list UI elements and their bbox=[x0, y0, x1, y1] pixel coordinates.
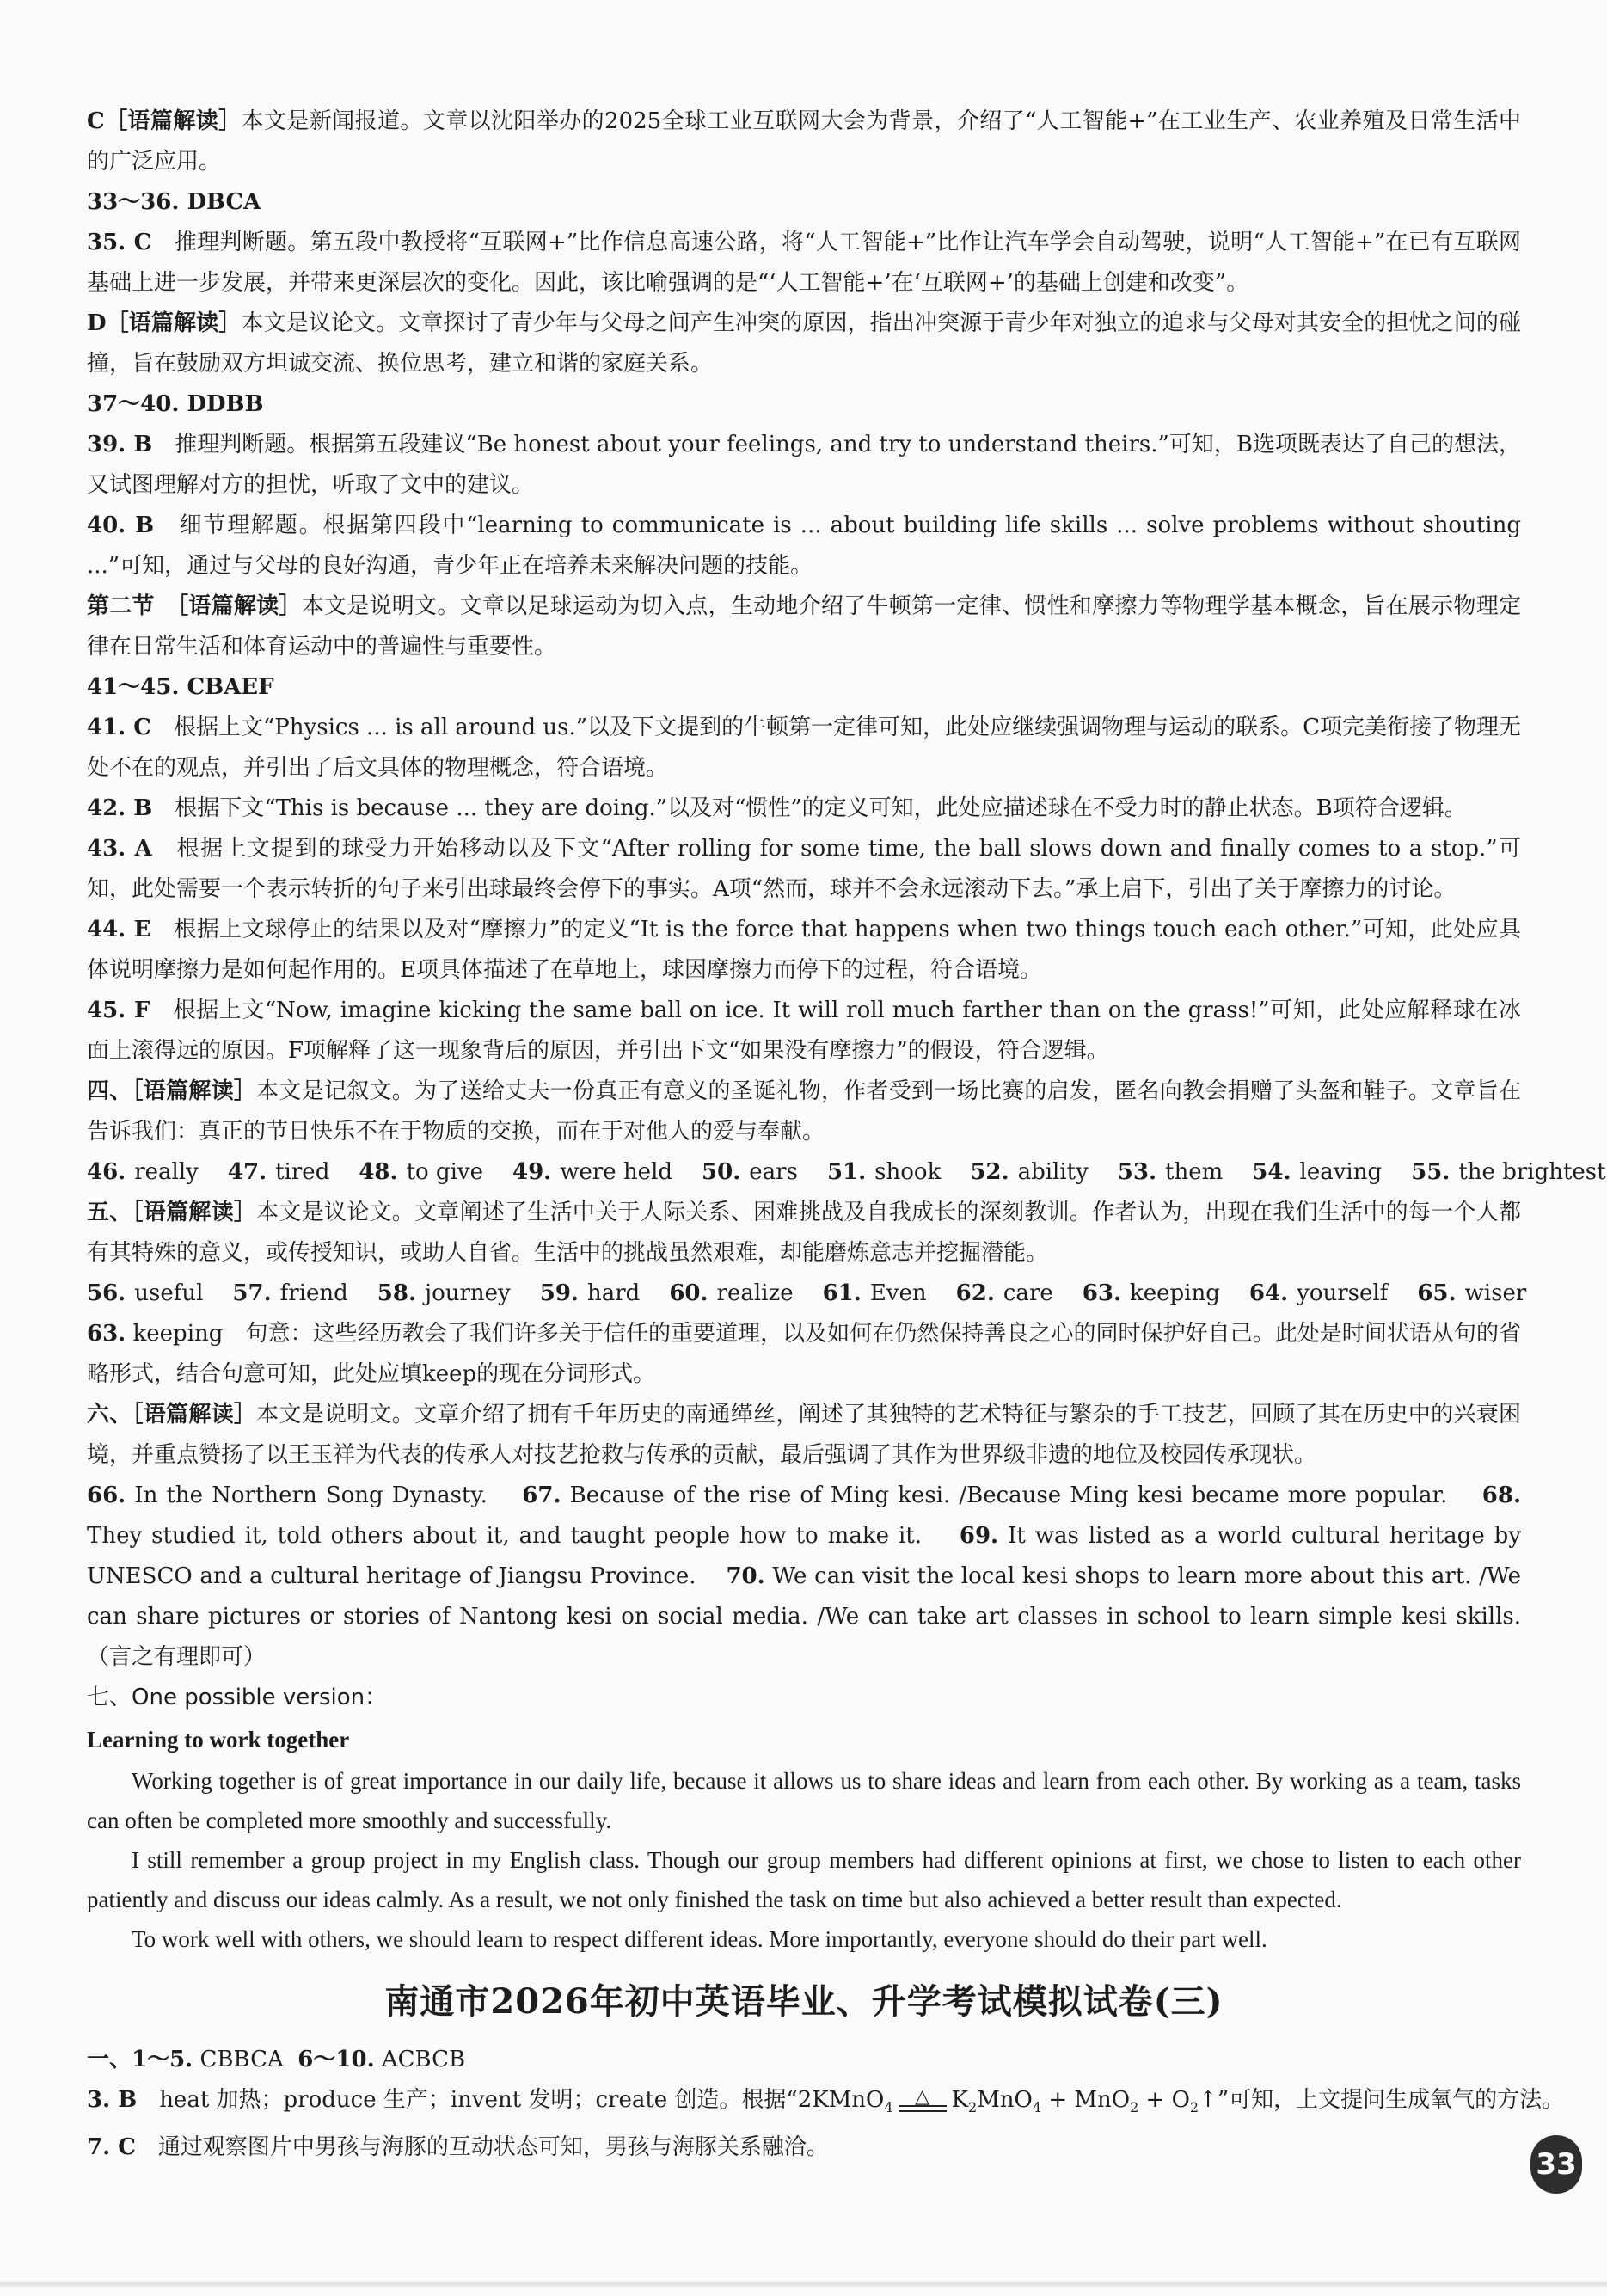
sample-essay bbox=[87, 1720, 1521, 1959]
answers-33-36: 33～36. DBCA bbox=[87, 189, 261, 215]
formula-k: K bbox=[951, 2087, 968, 2113]
answers-66-70 bbox=[87, 1476, 1521, 1678]
q44-number: 44. E bbox=[87, 917, 151, 942]
q41-explanation bbox=[87, 708, 1521, 789]
formula-o2: + O bbox=[1145, 2087, 1190, 2113]
q43-explanation bbox=[87, 829, 1521, 910]
formula-subscript: 4 bbox=[1032, 2099, 1042, 2116]
exam-q3-text-pre: heat 加热；produce 生产；invent 发明；create 创造。根据“2KMnO bbox=[159, 2087, 885, 2113]
exam-q3-text-post: ”可知，上文提问生成氧气的方法。 bbox=[1217, 2087, 1565, 2113]
part2-label: 第二节 ［语篇解读］ bbox=[87, 593, 302, 619]
answer-item: 50. ears bbox=[702, 1159, 798, 1185]
q44-explanation bbox=[87, 910, 1521, 991]
q63-number: 63. bbox=[87, 1321, 126, 1347]
essay-title: Learning to work together bbox=[87, 1727, 350, 1753]
q70-answer: We can visit the local kesi shops to learn more about this art. /We can share pictures or stories of Nantong kesi on social media. /We can take art classes in school to learn simple kesi skills. bbox=[87, 1563, 1522, 1630]
part4-label: 四、［语篇解读］ bbox=[87, 1078, 257, 1104]
answer-item: 57. friend bbox=[232, 1280, 348, 1306]
section-c-intro bbox=[87, 101, 1521, 182]
essay-paragraph-3: To work well with others, we should learn to respect different ideas. More importantly, everyone should do their part well. bbox=[132, 1926, 1267, 1952]
answer-page bbox=[87, 101, 1606, 2168]
section-c-label: C［语篇解读］ bbox=[87, 108, 242, 134]
answer-item: 65. wiser bbox=[1417, 1280, 1527, 1306]
answer-item: 49. were held bbox=[512, 1159, 673, 1185]
answer-item: 54. leaving bbox=[1252, 1159, 1383, 1185]
q42-number: 42. B bbox=[87, 795, 153, 821]
answer-item: 59. hard bbox=[539, 1280, 641, 1306]
exam-q3-number: 3. B bbox=[87, 2087, 138, 2113]
q40-explanation bbox=[87, 506, 1521, 586]
formula-subscript: 2 bbox=[1130, 2099, 1139, 2116]
q45-number: 45. F bbox=[87, 998, 150, 1023]
answers-37-40: 37～40. DDBB bbox=[87, 391, 264, 417]
section-d-label: D［语篇解读］ bbox=[87, 310, 242, 336]
q63-text: 句意：这些经历教会了我们许多关于信任的重要道理，以及如何在仍然保持善良之心的同时保护好自己。此处是时间状语从句的省略形式，结合句意可知，此处应填keep的现在分词形式。 bbox=[87, 1321, 1521, 1387]
q66-number: 66. bbox=[87, 1483, 126, 1508]
answer-item: 64. yourself bbox=[1248, 1280, 1389, 1306]
q42-text: 根据下文“This is because ... they are doing.”以及对“惯性”的定义可知，此处应描述球在不受力时的静止状态。B项符合逻辑。 bbox=[175, 795, 1467, 821]
q39-explanation bbox=[87, 425, 1521, 506]
part2-text: 本文是说明文。文章以足球运动为切入点，生动地介绍了牛顿第一定律、惯性和摩擦力等物理学基本概念，旨在展示物理定律在日常生活和体育运动中的普遍性与重要性。 bbox=[87, 593, 1521, 660]
answer-item: 48. to give bbox=[359, 1159, 483, 1185]
q41-number: 41. C bbox=[87, 715, 151, 740]
essay-paragraph-1: Working together is of great importance in our daily life, because it allows us to share ideas and learn from each other. By working as a team, tasks can often be completed more smoothly and successfully. bbox=[87, 1768, 1521, 1833]
q40-number: 40. B bbox=[87, 513, 155, 538]
answers-1-5: CBBCA bbox=[199, 2047, 284, 2072]
exam-q7-number: 7. C bbox=[87, 2134, 136, 2161]
answer-item: 56. useful bbox=[87, 1280, 204, 1306]
part5-intro bbox=[87, 1193, 1521, 1274]
part4-intro bbox=[87, 1071, 1521, 1152]
q40-text: 细节理解题。根据第四段中“learning to communicate is ... about building life skills ... solve problems without shouting ...”可知，通过与父母的良好沟通，青少年正在培养未来解决问题的技能。 bbox=[87, 513, 1521, 579]
q35-explanation bbox=[87, 223, 1521, 304]
section-c-text: 本文是新闻报道。文章以沈阳举办的2025全球工业互联网大会为背景，介绍了“人工智能+”在工业生产、农业养殖及日常生活中的广泛应用。 bbox=[87, 108, 1521, 175]
answer-item: 63. keeping bbox=[1082, 1280, 1220, 1306]
part6-intro bbox=[87, 1395, 1521, 1476]
q68-answer: They studied it, told others about it, and taught people how to make it. bbox=[87, 1523, 922, 1549]
formula-mno2: + MnO bbox=[1048, 2087, 1131, 2113]
answers-6-10: ACBCB bbox=[381, 2047, 466, 2072]
gas-arrow-icon: ↑ bbox=[1199, 2087, 1218, 2113]
q44-text: 根据上文球停止的结果以及对“摩擦力”的定义“It is the force that happens when two things touch each other.”可知，此处应具体说明摩擦力是如何起作用的。E项具体描述了在草地上，球因摩擦力而停下的过程，符合语境。 bbox=[87, 917, 1521, 983]
q43-text: 根据上文提到的球受力开始移动以及下文“After rolling for some time, the ball slows down and finally comes to a stop.”可知，此处需要一个表示转折的句子来引出球最终会停下的事实。A项“然而，球并不会永远滚动下去。”承上启下，引出了关于摩擦力的讨论。 bbox=[87, 836, 1521, 902]
answer-item: 62. care bbox=[955, 1280, 1053, 1306]
formula-subscript: 4 bbox=[884, 2099, 893, 2116]
answer-item: 47. tired bbox=[227, 1159, 330, 1185]
answers-6-10-label: 6～10. bbox=[297, 2047, 375, 2072]
answers-46-55 bbox=[87, 1152, 1606, 1193]
answer-item: 52. ability bbox=[970, 1159, 1089, 1185]
exam-q7-text: 通过观察图片中男孩与海豚的互动状态可知，男孩与海豚关系融洽。 bbox=[157, 2134, 829, 2161]
section-d-intro bbox=[87, 304, 1521, 384]
q70-note: （言之有理即可） bbox=[87, 1644, 267, 1670]
answer-item: 51. shook bbox=[826, 1159, 942, 1185]
exam-title: 南通市2026年初中英语毕业、升学考试模拟试卷(三) bbox=[384, 1981, 1224, 2022]
part6-label: 六、［语篇解读］ bbox=[87, 1402, 257, 1427]
exam-answers-1-10 bbox=[87, 2040, 1521, 2080]
bottom-edge bbox=[0, 2282, 1607, 2287]
answer-item: 60. realize bbox=[669, 1280, 794, 1306]
q35-text: 推理判断题。第五段中教授将“互联网+”比作信息高速公路，将“人工智能+”比作让汽车学会自动驾驶，说明“人工智能+”在已有互联网基础上进一步发展，并带来更深层次的变化。因此，该比喻强调的是“‘人工智能+’在‘互联网+’的基础上创建和改变”。 bbox=[87, 230, 1521, 296]
answers-56-65 bbox=[87, 1274, 1527, 1314]
section-d-text: 本文是议论文。文章探讨了青少年与父母之间产生冲突的原因，指出冲突源于青少年对独立的追求与父母对其安全的担忧之间的碰撞，旨在鼓励双方坦诚交流、换位思考，建立和谐的家庭关系。 bbox=[87, 310, 1521, 377]
formula-subscript: 2 bbox=[968, 2099, 978, 2116]
formula-subscript: 2 bbox=[1189, 2099, 1199, 2116]
answer-item: 55. the brightest bbox=[1411, 1159, 1606, 1185]
exam-q7-explanation bbox=[87, 2127, 1521, 2168]
answers-1-5-label: 一、1～5. bbox=[87, 2047, 193, 2072]
q66-answer: In the Northern Song Dynasty. bbox=[134, 1483, 488, 1508]
q67-number: 67. bbox=[522, 1483, 561, 1508]
q39-number: 39. B bbox=[87, 432, 153, 457]
q41-text: 根据上文“Physics ... is all around us.”以及下文提到的牛顿第一定律可知，此处应继续强调物理与运动的联系。C项完美衔接了物理无处不在的观点，并引出了后文具体的物理概念，符合语境。 bbox=[87, 715, 1521, 781]
q45-explanation bbox=[87, 991, 1521, 1071]
part4-text: 本文是记叙文。为了送给丈夫一份真正有意义的圣诞礼物，作者受到一场比赛的启发，匿名向教会捐赠了头盔和鞋子。文章旨在告诉我们：真正的节日快乐不在于物质的交换，而在于对他人的爱与奉献。 bbox=[87, 1078, 1521, 1145]
page-number-badge: 33 bbox=[1530, 2135, 1582, 2194]
part6-text: 本文是说明文。文章介绍了拥有千年历史的南通缂丝，阐述了其独特的艺术特征与繁杂的手工技艺，回顾了其在历史中的兴衰困境，并重点赞扬了以王玉祥为代表的传承人对技艺抢救与传承的贡献，最后强调了其作为世界级非遗的地位及校园传承现状。 bbox=[87, 1402, 1521, 1468]
q45-text: 根据上文“Now, imagine kicking the same ball on ice. It will roll much farther than on the grass!”可知，此处应解释球在冰面上滚得远的原因。F项解释了这一现象背后的原因，并引出下文“如果没有摩擦力”的假设，符合逻辑。 bbox=[87, 998, 1521, 1064]
heat-triangle-icon: △ bbox=[915, 2086, 930, 2108]
answer-item: 46. really bbox=[87, 1159, 199, 1185]
q69-number: 69. bbox=[959, 1523, 999, 1549]
part5-label: 五、［语篇解读］ bbox=[87, 1200, 257, 1225]
q39-text: 推理判断题。根据第五段建议“Be honest about your feelings, and try to understand theirs.”可知，B选项既表达了自己的想法，又试图理解对方的担忧，听取了文中的建议。 bbox=[87, 432, 1521, 498]
answers-41-45: 41～45. CBAEF bbox=[87, 674, 274, 700]
q35-number: 35. C bbox=[87, 230, 152, 255]
heat-equals-sign bbox=[899, 2086, 947, 2112]
q68-number: 68. bbox=[1481, 1483, 1522, 1508]
exam-q3-explanation bbox=[87, 2080, 1565, 2127]
q70-number: 70. bbox=[726, 1563, 765, 1589]
answer-item: 53. them bbox=[1117, 1159, 1224, 1185]
q67-answer: Because of the rise of Ming kesi. /Because Ming kesi became more popular. bbox=[569, 1483, 1448, 1508]
answer-item: 61. Even bbox=[822, 1280, 927, 1306]
essay-paragraph-2: I still remember a group project in my English class. Though our group members had different opinions at first, we chose to listen to each other patiently and discuss our ideas calmly. As a result, we not only finished the task on time but also achieved a better result than expected. bbox=[87, 1847, 1521, 1912]
q69-answer: It was listed as a world cultural heritage by UNESCO and a cultural heritage of Jiangsu Province. bbox=[87, 1523, 1522, 1589]
q63-word: keeping bbox=[132, 1321, 224, 1347]
part7-label: 七、One possible version： bbox=[87, 1685, 388, 1710]
part2-intro bbox=[87, 586, 1521, 667]
formula-mno: MnO bbox=[977, 2087, 1033, 2113]
part5-text: 本文是议论文。文章阐述了生活中关于人际关系、困难挑战及自我成长的深刻教训。作者认为，出现在我们生活中的每一个人都有其特殊的意义，或传授知识，或助人自省。生活中的挑战虽然艰难，却能磨炼意志并挖掘潜能。 bbox=[87, 1200, 1521, 1266]
q43-number: 43. A bbox=[87, 836, 152, 862]
q63-explanation bbox=[87, 1314, 1521, 1395]
answer-item: 58. journey bbox=[377, 1280, 511, 1306]
q42-explanation bbox=[87, 789, 1521, 829]
